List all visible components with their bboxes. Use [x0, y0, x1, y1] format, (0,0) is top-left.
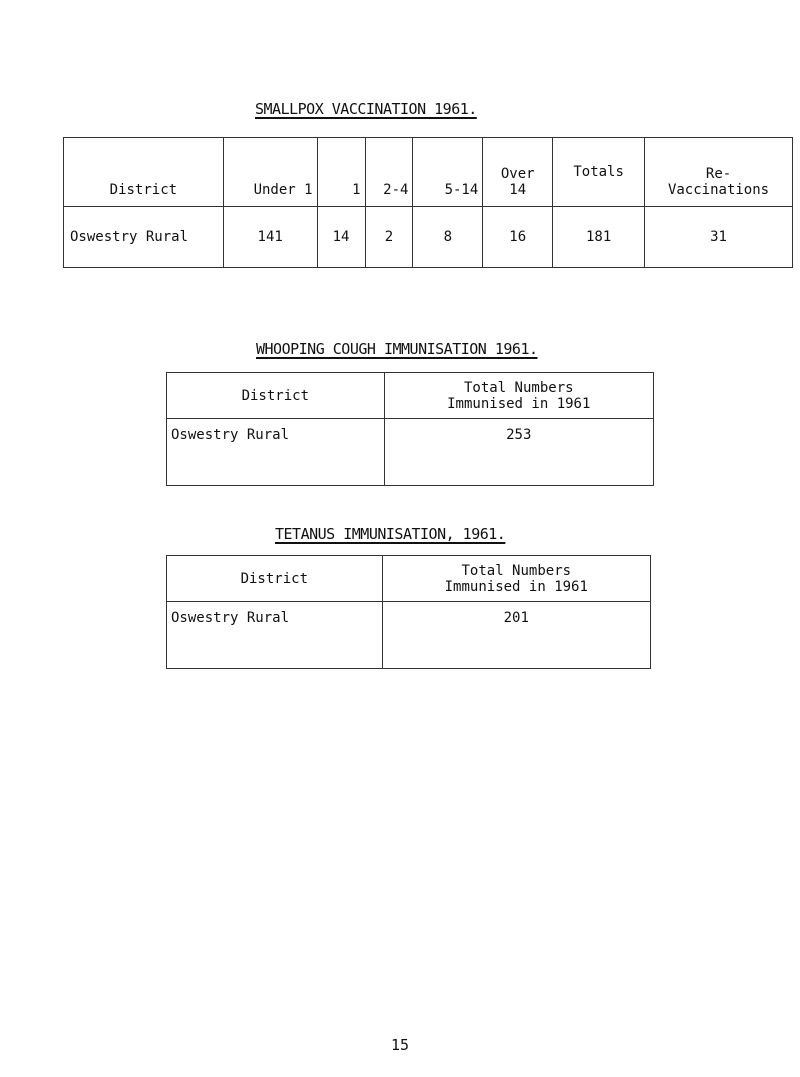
smallpox-over-14-header-line1: Over	[500, 166, 535, 182]
tetanus-title: TETANUS IMMUNISATION, 1961.	[275, 525, 506, 543]
smallpox-under-1-header: Under 1	[223, 138, 317, 207]
table-row	[167, 419, 654, 486]
smallpox-over-14-cell: 16	[483, 207, 553, 268]
whooping-total-cell: 253	[384, 419, 653, 486]
whooping-header-row	[167, 373, 654, 419]
tetanus-district-cell: Oswestry Rural	[167, 602, 383, 669]
smallpox-revacc-header-line1: Re-	[705, 166, 732, 182]
smallpox-title: SMALLPOX VACCINATION 1961.	[255, 100, 477, 118]
smallpox-totals-cell: 181	[553, 207, 645, 268]
smallpox-over-14-header-line2: 14	[509, 182, 527, 198]
smallpox-age-2-4-cell: 2	[365, 207, 413, 268]
whooping-table	[166, 372, 654, 486]
smallpox-age-1-cell: 14	[317, 207, 365, 268]
table-row	[64, 207, 793, 268]
tetanus-total-header-line2: Immunised in 1961	[444, 578, 588, 595]
tetanus-total-cell: 201	[382, 602, 650, 669]
page-number: 15	[390, 1036, 410, 1054]
tetanus-table	[166, 555, 651, 669]
tetanus-district-header: District	[167, 556, 383, 602]
smallpox-age-1-header: 1	[317, 138, 365, 207]
smallpox-district-header: District	[64, 138, 224, 207]
whooping-total-header-line2: Immunised in 1961	[447, 395, 591, 412]
smallpox-over-14-header	[483, 138, 553, 207]
smallpox-revacc-header-line2: Vaccinations	[667, 182, 770, 198]
tetanus-header-row	[167, 556, 651, 602]
smallpox-table	[63, 137, 793, 268]
smallpox-revacc-cell: 31	[645, 207, 793, 268]
table-row	[167, 602, 651, 669]
smallpox-under-1-cell: 141	[223, 207, 317, 268]
smallpox-header-row	[64, 138, 793, 207]
smallpox-district-cell: Oswestry Rural	[64, 207, 224, 268]
whooping-total-header	[384, 373, 653, 419]
tetanus-total-header-line1: Total Numbers	[461, 562, 572, 579]
smallpox-age-5-14-header: 5-14	[413, 138, 483, 207]
whooping-title: WHOOPING COUGH IMMUNISATION 1961.	[256, 340, 538, 358]
smallpox-age-2-4-header: 2-4	[365, 138, 413, 207]
smallpox-totals-header: Totals	[553, 138, 645, 207]
smallpox-revacc-header	[645, 138, 793, 207]
tetanus-total-header	[382, 556, 650, 602]
whooping-district-header: District	[167, 373, 385, 419]
smallpox-age-5-14-cell: 8	[413, 207, 483, 268]
whooping-total-header-line1: Total Numbers	[463, 379, 574, 396]
whooping-district-cell: Oswestry Rural	[167, 419, 385, 486]
